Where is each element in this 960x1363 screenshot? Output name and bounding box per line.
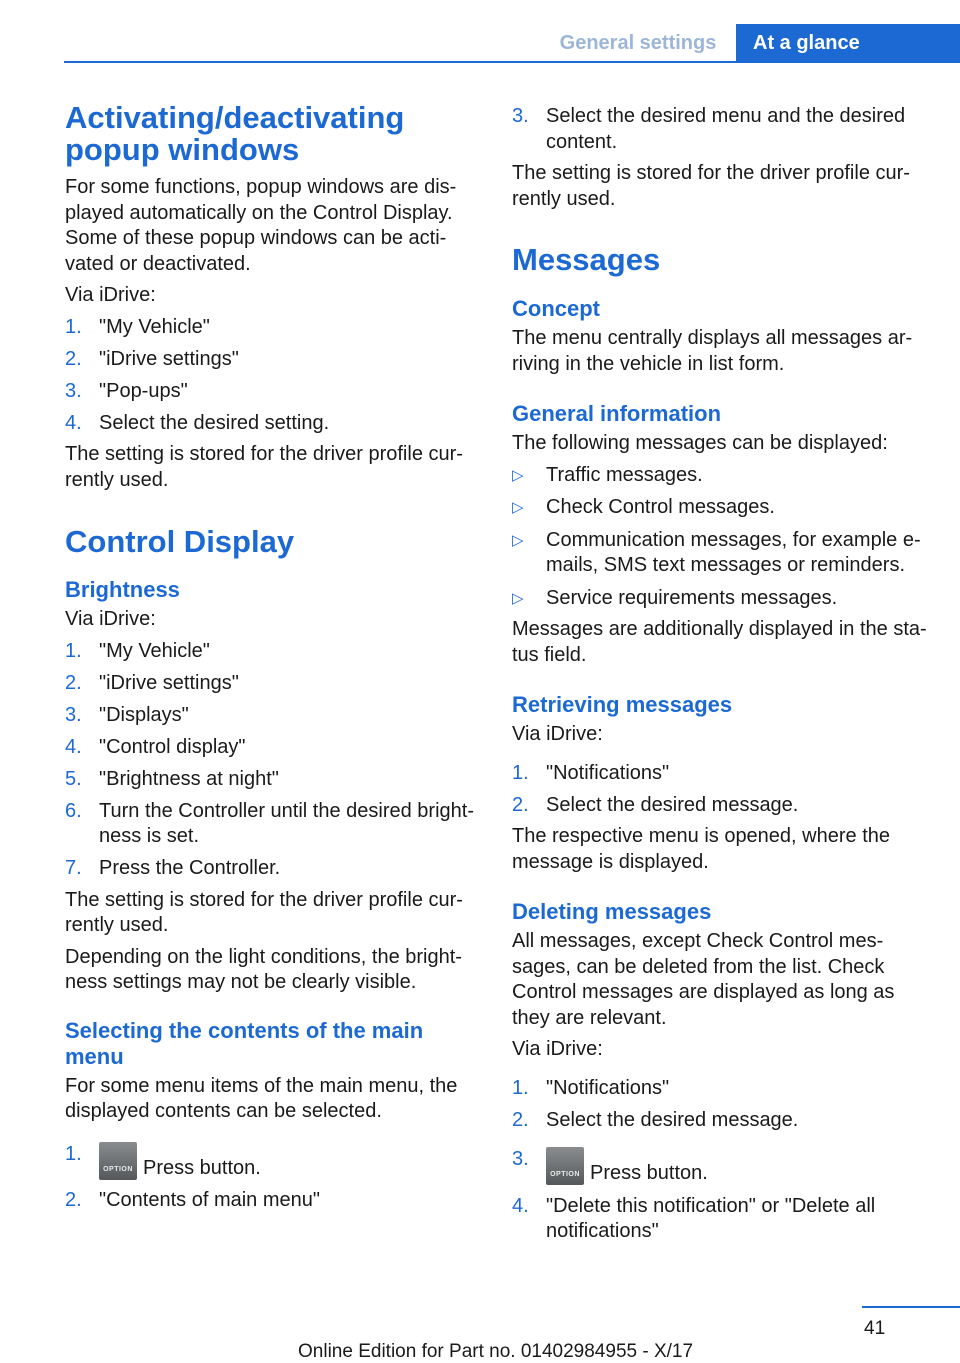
heading-popup-windows: Activating/deactivating popup windows (65, 100, 405, 167)
heading-general-information: General information (512, 401, 722, 426)
list-item: 1. "Notifications" (512, 1076, 670, 1099)
list-item: 1. "My Vehicle" (65, 639, 210, 662)
list-item: 7. Press the Controller. (65, 857, 281, 879)
heading-retrieving-messages: Retrieving messages (512, 692, 733, 717)
list-item: 2. "iDrive settings" (65, 671, 239, 694)
list-item: ▷ Service requirements messages. (512, 586, 927, 612)
list-item: 4. "Control display" (65, 735, 246, 758)
option-button-icon: OPTION (546, 1147, 584, 1185)
popup-via: Via iDrive: (65, 284, 156, 306)
header-section-title: General settings (559, 32, 717, 54)
list-item: 2. "Contents of main menu" (65, 1189, 320, 1211)
main-menu-steps (65, 1142, 480, 1214)
left-column (65, 100, 480, 1214)
brightness-steps (65, 639, 480, 882)
brightness-visibility-note: Depending on the light conditions, the bright-ness settings may not be clearly visible. (65, 945, 462, 993)
list-item: ▷ Traffic messages. (512, 463, 927, 489)
list-item: 6. Turn the Controller until the desired bright-ness is set. (65, 799, 474, 847)
deleting-via: Via iDrive: (512, 1038, 603, 1060)
page-number: 41 (864, 1318, 886, 1339)
list-item: 5. "Brightness at night" (65, 767, 279, 790)
main-menu-intro: For some menu items of the main menu, the displayed contents can be selected. (65, 1074, 458, 1122)
bullet-triangle-icon: ▷ (512, 466, 524, 484)
main-menu-steps-continued (512, 104, 927, 155)
list-item: 3. Select the desired menu and the desired content. (512, 105, 906, 153)
message-types-list (512, 463, 927, 612)
list-item: 4. "Delete this notification" or "Delete all notifications" (512, 1194, 876, 1242)
popup-stored-note: The setting is stored for the driver profile cur-rently used. (65, 443, 463, 491)
bullet-triangle-icon: ▷ (512, 499, 524, 516)
list-item: 3. "Pop-ups" (65, 379, 188, 402)
heading-concept: Concept (512, 296, 600, 321)
heading-control-display: Control Display (65, 524, 295, 559)
bullet-triangle-icon: ▷ (512, 589, 524, 607)
list-item: ▷ Communication messages, for example e-mails, SMS text messages or reminders. (512, 528, 921, 576)
heading-main-menu-contents: Selecting the contents of the main menu (65, 1017, 424, 1069)
list-item: 1. "My Vehicle" (65, 315, 210, 338)
list-item: 4. Select the desired setting. (65, 411, 330, 434)
heading-brightness: Brightness (65, 577, 180, 602)
deleting-steps (512, 1076, 927, 1245)
deleting-intro: All messages, except Check Control mes-sages, can be deleted from the list. Check Control messages are displayed as long as they are relevant. (512, 930, 895, 1029)
option-button-icon: OPTION (99, 1142, 137, 1180)
list-item: 2. Select the desired message. (512, 793, 799, 816)
list-item: 1. OPTION Press button. (65, 1142, 261, 1179)
general-intro: The following messages can be displayed: (512, 432, 888, 454)
bullet-triangle-icon: ▷ (512, 531, 524, 549)
footer-rule (862, 1306, 960, 1308)
retrieving-via: Via iDrive: (512, 723, 603, 745)
brightness-stored-note: The setting is stored for the driver profile cur-rently used. (65, 888, 463, 936)
heading-messages: Messages (512, 242, 661, 277)
list-item: 1. "Notifications" (512, 761, 670, 784)
header-chapter-tab: At a glance (736, 24, 960, 62)
retrieving-outro: The respective menu is opened, where the message is displayed. (512, 825, 890, 873)
concept-text: The menu centrally displays all messages ar-riving in the vehicle in list form. (512, 327, 913, 375)
right-column (512, 100, 927, 1245)
main-menu-stored-note: The setting is stored for the driver profile cur-rently used. (512, 162, 910, 210)
popup-steps (65, 315, 480, 437)
popup-intro: For some functions, popup windows are dis-played automatically on the Control Display. Some of these popup windows can be acti-vated or deactivated. (65, 176, 457, 275)
header-rule (64, 61, 960, 63)
footer-edition: Online Edition for Part no. 01402984955 - X/17 (298, 1341, 694, 1362)
brightness-via: Via iDrive: (65, 608, 156, 630)
list-item: ▷ Check Control messages. (512, 495, 927, 521)
list-item: 2. "iDrive settings" (65, 347, 239, 370)
general-outro: Messages are additionally displayed in the sta-tus field. (512, 618, 927, 666)
list-item: 2. Select the desired message. (512, 1108, 799, 1131)
retrieving-steps (512, 761, 927, 819)
heading-deleting-messages: Deleting messages (512, 899, 712, 924)
list-item: 3. "Displays" (65, 703, 189, 726)
list-item: 3. OPTION Press button. (512, 1148, 708, 1184)
